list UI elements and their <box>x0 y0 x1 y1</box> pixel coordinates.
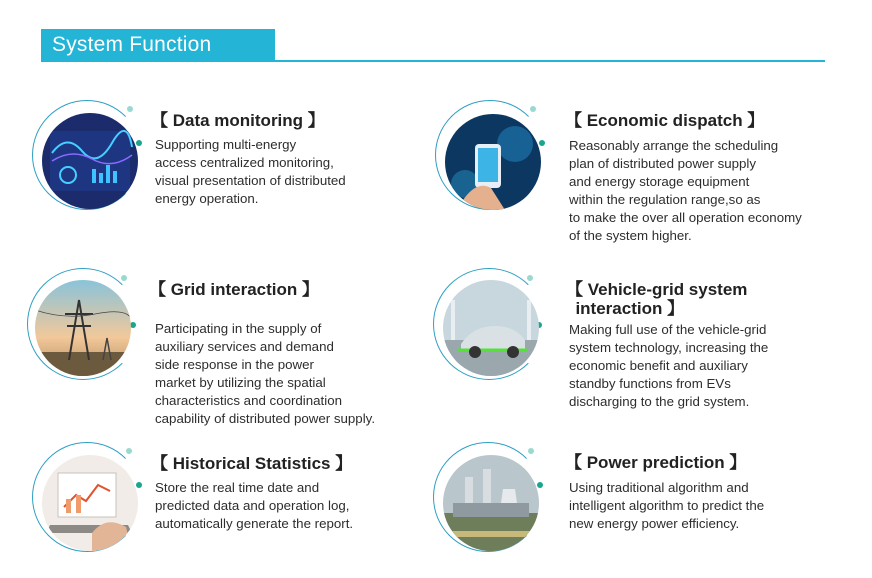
decorative-dot <box>528 448 534 454</box>
feature-title-grid-interaction: 【 Grid interaction 】 <box>149 280 320 299</box>
data-monitoring-image <box>42 113 138 209</box>
section-title: System Function <box>52 33 212 56</box>
feature-title-vehicle-grid: 【 Vehicle-grid system interaction 】 <box>566 280 748 318</box>
feature-text-historical-statistics: Store the real time date and predicted data and operation log, automatically generate the report. <box>155 480 354 531</box>
feature-text-data-monitoring: Supporting multi-energy access centralized monitoring, visual presentation of distributed energy operation. <box>155 137 346 206</box>
economic-dispatch-image <box>445 114 541 210</box>
decorative-dot <box>127 106 133 112</box>
feature-title-economic-dispatch: 【 Economic dispatch 】 <box>565 111 765 130</box>
decorative-dot <box>530 106 536 112</box>
grid-interaction-image <box>35 280 131 376</box>
section-divider <box>41 60 825 62</box>
historical-statistics-image <box>42 455 138 551</box>
power-prediction-image <box>443 455 539 551</box>
decorative-dot <box>126 448 132 454</box>
feature-text-vehicle-grid: Making full use of the vehicle-grid system technology, increasing the economic benefit and auxiliary standby functions from EVs discharging to the grid system. <box>569 322 769 409</box>
vehicle-grid-image <box>443 280 539 376</box>
feature-text-grid-interaction: Participating in the supply of auxiliary services and demand side response in the power market by utilizing the spatial characteristics and coordination capability of distributed power supply. <box>155 321 376 426</box>
feature-title-data-monitoring: 【 Data monitoring 】 <box>151 111 325 130</box>
decorative-dot <box>136 482 142 488</box>
decorative-dot <box>539 140 545 146</box>
decorative-dot <box>537 482 543 488</box>
feature-text-economic-dispatch: Reasonably arrange the scheduling plan of distributed power supply and energy storage equipment within the regulation range,so as to make the over all operation economy of the system higher. <box>569 138 802 243</box>
decorative-dot <box>136 140 142 146</box>
feature-title-power-prediction: 【 Power prediction 】 <box>565 453 747 472</box>
feature-text-power-prediction: Using traditional algorithm and intelligent algorithm to predict the new energy power efficiency. <box>569 480 765 531</box>
decorative-dot <box>121 275 127 281</box>
feature-title-historical-statistics: 【 Historical Statistics 】 <box>151 454 353 473</box>
decorative-dot <box>527 275 533 281</box>
